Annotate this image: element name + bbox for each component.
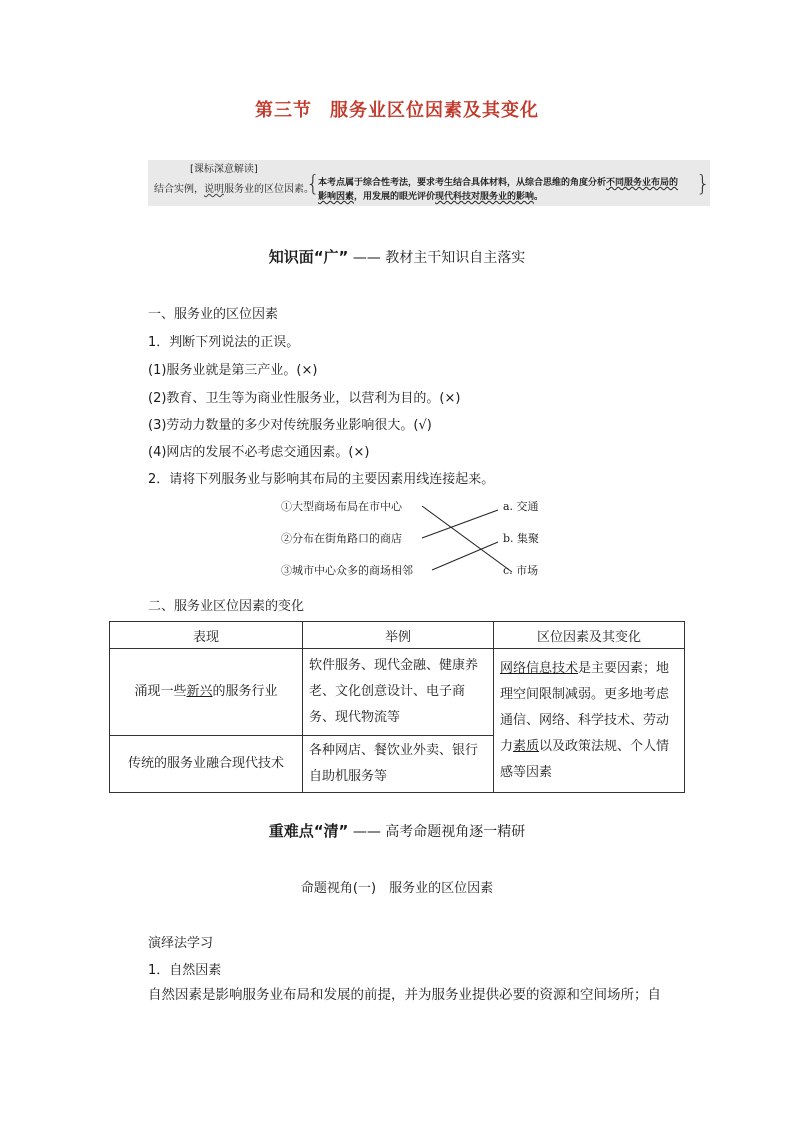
section-heading-key-points	[0, 820, 794, 841]
table-row	[110, 649, 685, 736]
title-section-number: 第三节	[255, 100, 312, 121]
curriculum-label: [课标深意解读]	[190, 164, 258, 175]
cell-text-underlined: 素质	[513, 738, 540, 754]
judgment-item: (4)网店的发展不必考虑交通因素。(×)	[148, 445, 370, 460]
match-right-item: c. 市场	[503, 564, 539, 577]
table-cell: 软件服务、现代金融、健康养老、文化创意设计、电子商务、现代物流等	[303, 649, 494, 736]
cell-text: 涌现一些	[134, 684, 187, 699]
judgment-item: (2)教育、卫生等为商业性服务业，以营利为目的。(×)	[148, 391, 461, 406]
question-2: 2．请将下列服务业与影响其布局的主要因素用线连接起来。	[148, 472, 495, 487]
table-header: 举例	[303, 622, 494, 649]
cell-text: 的服务行业	[212, 684, 278, 699]
match-left-item: ③城市中心众多的商场相邻	[281, 564, 413, 577]
cell-text: 以及政策法规、个人情感等因素	[500, 738, 670, 780]
location-factor-change-table	[109, 621, 685, 793]
match-line-1-c	[422, 506, 512, 572]
part1-heading: 一、服务业的区位因素	[148, 307, 279, 322]
match-line-3-b	[432, 542, 498, 570]
table-header: 表现	[110, 622, 303, 649]
section-heading-rest: —— 教材主干知识自主落实	[352, 250, 526, 266]
expl-line1: 本考点属于综合性考法，要求考生结合具体材料，从综合思维的角度分析	[318, 178, 607, 188]
match-right-item: a. 交通	[503, 500, 539, 513]
title-topic: 服务业区位因素及其变化	[330, 100, 539, 121]
req-text-pre: 结合实例，	[154, 184, 204, 195]
cell-text-underlined: 网络信息技术	[500, 660, 579, 676]
req-text-wavy: 说明	[204, 184, 224, 195]
judgment-item: (3)劳动力数量的多少对传统服务业影响很大。(√)	[148, 418, 432, 433]
right-brace-icon: }	[696, 172, 710, 197]
expl-mid: ，用发展的眼光评价	[354, 192, 436, 202]
judgment-item: (1)服务业就是第三产业。(×)	[148, 363, 318, 378]
section-heading-rest: —— 高考命题视角逐一精研	[352, 824, 526, 840]
table-cell: 各种网店、餐饮业外卖、银行自助机服务等	[303, 736, 494, 793]
req-text-post: 服务业的区位因素。	[224, 184, 314, 195]
natural-factors-paragraph: 自然因素是影响服务业布局和发展的前提，并为服务业提供必要的资源和空间场所；自	[148, 987, 661, 1003]
expl-wavy3: 现代科技对服务业的影响	[435, 192, 535, 202]
part2-heading: 二、服务业区位因素的变化	[148, 599, 305, 614]
match-right-item: b. 集聚	[503, 532, 540, 545]
table-cell: 传统的服务业融合现代技术	[110, 736, 303, 793]
natural-factors-heading: 1．自然因素	[148, 963, 222, 978]
match-left-item: ②分布在街角路口的商店	[281, 532, 402, 545]
expl-end: 。	[534, 192, 544, 202]
match-left-item: ①大型商场布局在市中心	[281, 500, 402, 513]
method-label: 演绎法学习	[148, 936, 214, 951]
cell-text: 是主要因素；地理空间限制减弱。更多地考虑通信、网络、科学技术、劳动力	[500, 660, 670, 754]
section-heading-bold: 重难点“清”	[268, 822, 349, 840]
table-cell	[110, 649, 303, 736]
table-cell-factors	[494, 649, 685, 793]
left-brace-icon: {	[306, 172, 320, 197]
expl-wavy2: 影响因素	[318, 192, 355, 202]
section-heading-bold: 知识面“广”	[268, 248, 349, 266]
question-1: 1．判断下列说法的正误。	[148, 335, 300, 350]
cell-text-underlined: 新兴	[186, 684, 213, 699]
subsection-heading: 命题视角(一) 服务业的区位因素	[300, 881, 494, 896]
table-header-row	[110, 622, 685, 649]
table-header: 区位因素及其变化	[494, 622, 685, 649]
expl-wavy1: 不同服务业布局的	[606, 178, 679, 188]
